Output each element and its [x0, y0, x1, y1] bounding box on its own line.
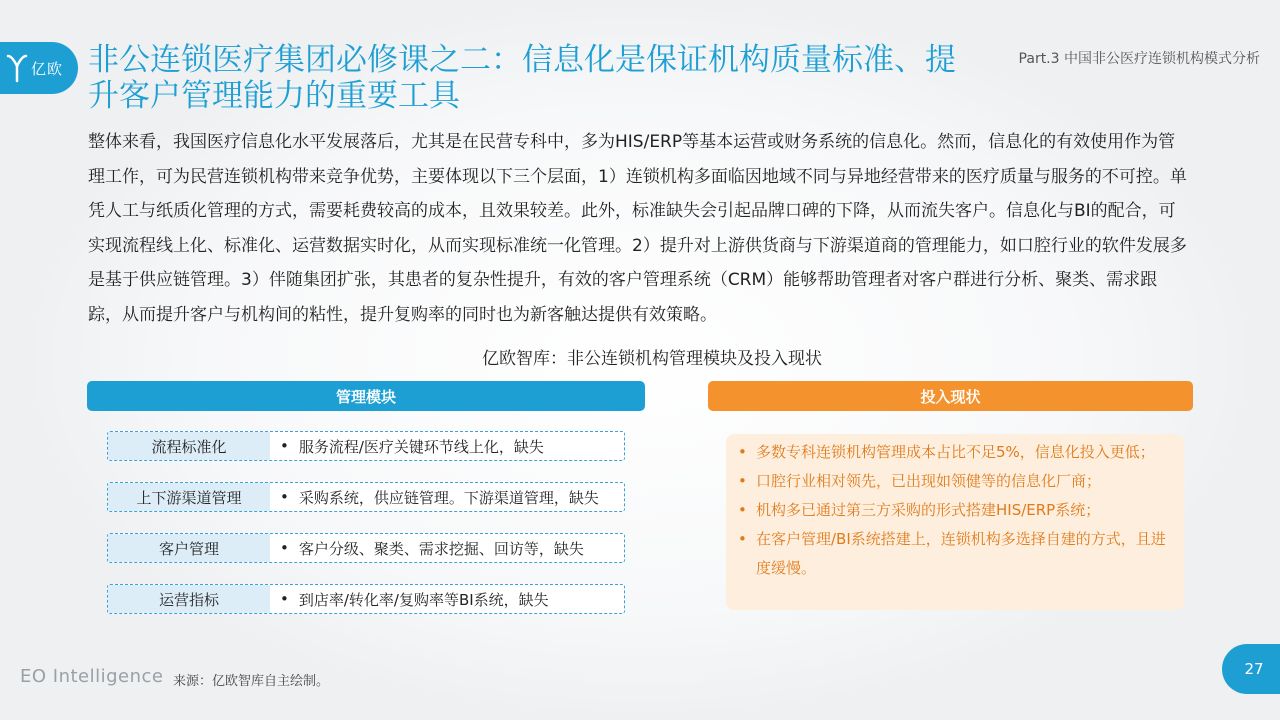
module-desc	[270, 585, 624, 613]
status-list	[738, 438, 1170, 583]
status-item-text: 机构多已通过第三方采购的形式搭建HIS/ERP系统；	[756, 501, 1101, 519]
module-desc-text: 采购系统，供应链管理。下游渠道管理，缺失	[298, 488, 599, 507]
bullet-icon: •	[280, 590, 289, 608]
logo-y-icon	[6, 53, 28, 83]
bullet-icon: •	[280, 488, 289, 506]
module-desc-text: 到店率/转化率/复购率等BI系统，缺失	[298, 590, 549, 609]
module-desc-text: 客户分级、聚类、需求挖掘、回访等，缺失	[298, 539, 584, 558]
modules-header: 管理模块	[87, 381, 645, 411]
status-item	[738, 525, 1170, 583]
part-label: Part.3 中国非公医疗连锁机构模式分析	[1018, 51, 1260, 67]
module-desc-text: 服务流程/医疗关键环节线上化，缺失	[298, 437, 544, 456]
module-row	[107, 533, 625, 563]
logo-text: 亿欧	[31, 59, 64, 78]
status-item-text: 口腔行业相对领先，已出现如领健等的信息化厂商；	[756, 472, 1102, 490]
module-name: 上下游渠道管理	[108, 483, 270, 511]
section-title: 亿欧智库：非公连锁机构管理模块及投入现状	[482, 349, 822, 369]
status-item-text: 多数专科连锁机构管理成本占比不足5%，信息化投入更低；	[756, 443, 1155, 461]
module-desc	[270, 483, 624, 511]
bullet-icon: •	[280, 437, 289, 455]
status-item	[738, 496, 1170, 525]
status-header: 投入现状	[708, 381, 1193, 411]
module-name: 流程标准化	[108, 432, 270, 460]
bullet-icon: •	[738, 501, 747, 519]
bullet-icon: •	[738, 530, 747, 548]
bullet-icon: •	[280, 539, 289, 557]
footer-brand: EO Intelligence	[20, 666, 164, 687]
status-item	[738, 438, 1170, 467]
module-desc	[270, 534, 624, 562]
module-row	[107, 431, 625, 461]
bullet-icon: •	[738, 472, 747, 490]
module-name: 运营指标	[108, 585, 270, 613]
bullet-icon: •	[738, 443, 747, 461]
footer-source: 来源：亿欧智库自主绘制。	[173, 674, 330, 689]
body-paragraph: 整体来看，我国医疗信息化水平发展落后，尤其是在民营专科中，多为HIS/ERP等基本运营或财务系统的信息化。然而，信息化的有效使用作为管理工作，可为民营连锁机构带来竞争优势，主要体现以下三个层面，1）连锁机构多面临因地域不同与异地经营带来的医疗质量与服务的不可控。单凭人工与纸质化管理的方式，需要耗费较高的成本，且效果较差。此外，标准缺失会引起品牌口碑的下降，从而流失客户。信息化与BI的配合，可实现流程线上化、标准化、运营数据实时化，从而实现标准统一化管理。2）提升对上游供货商与下游渠道商的管理能力，如口腔行业的软件发展多是基于供应链管理。3）伴随集团扩张，其患者的复杂性提升，有效的客户管理系统（CRM）能够帮助管理者对客户群进行分析、聚类、需求跟踪，从而提升客户与机构间的粘性，提升复购率的同时也为新客触达提供有效策略。	[88, 132, 1187, 325]
status-item	[738, 467, 1170, 496]
status-box	[726, 434, 1184, 610]
module-row	[107, 584, 625, 614]
status-item-text: 在客户管理/BI系统搭建上，连锁机构多选择自建的方式，且进度缓慢。	[756, 530, 1166, 577]
module-name: 客户管理	[108, 534, 270, 562]
page-title: 非公连锁医疗集团必修课之二：信息化是保证机构质量标准、提升客户管理能力的重要工具	[88, 42, 956, 114]
module-row	[107, 482, 625, 512]
page-number: 27	[1222, 644, 1280, 694]
module-desc	[270, 432, 624, 460]
logo	[0, 42, 78, 94]
